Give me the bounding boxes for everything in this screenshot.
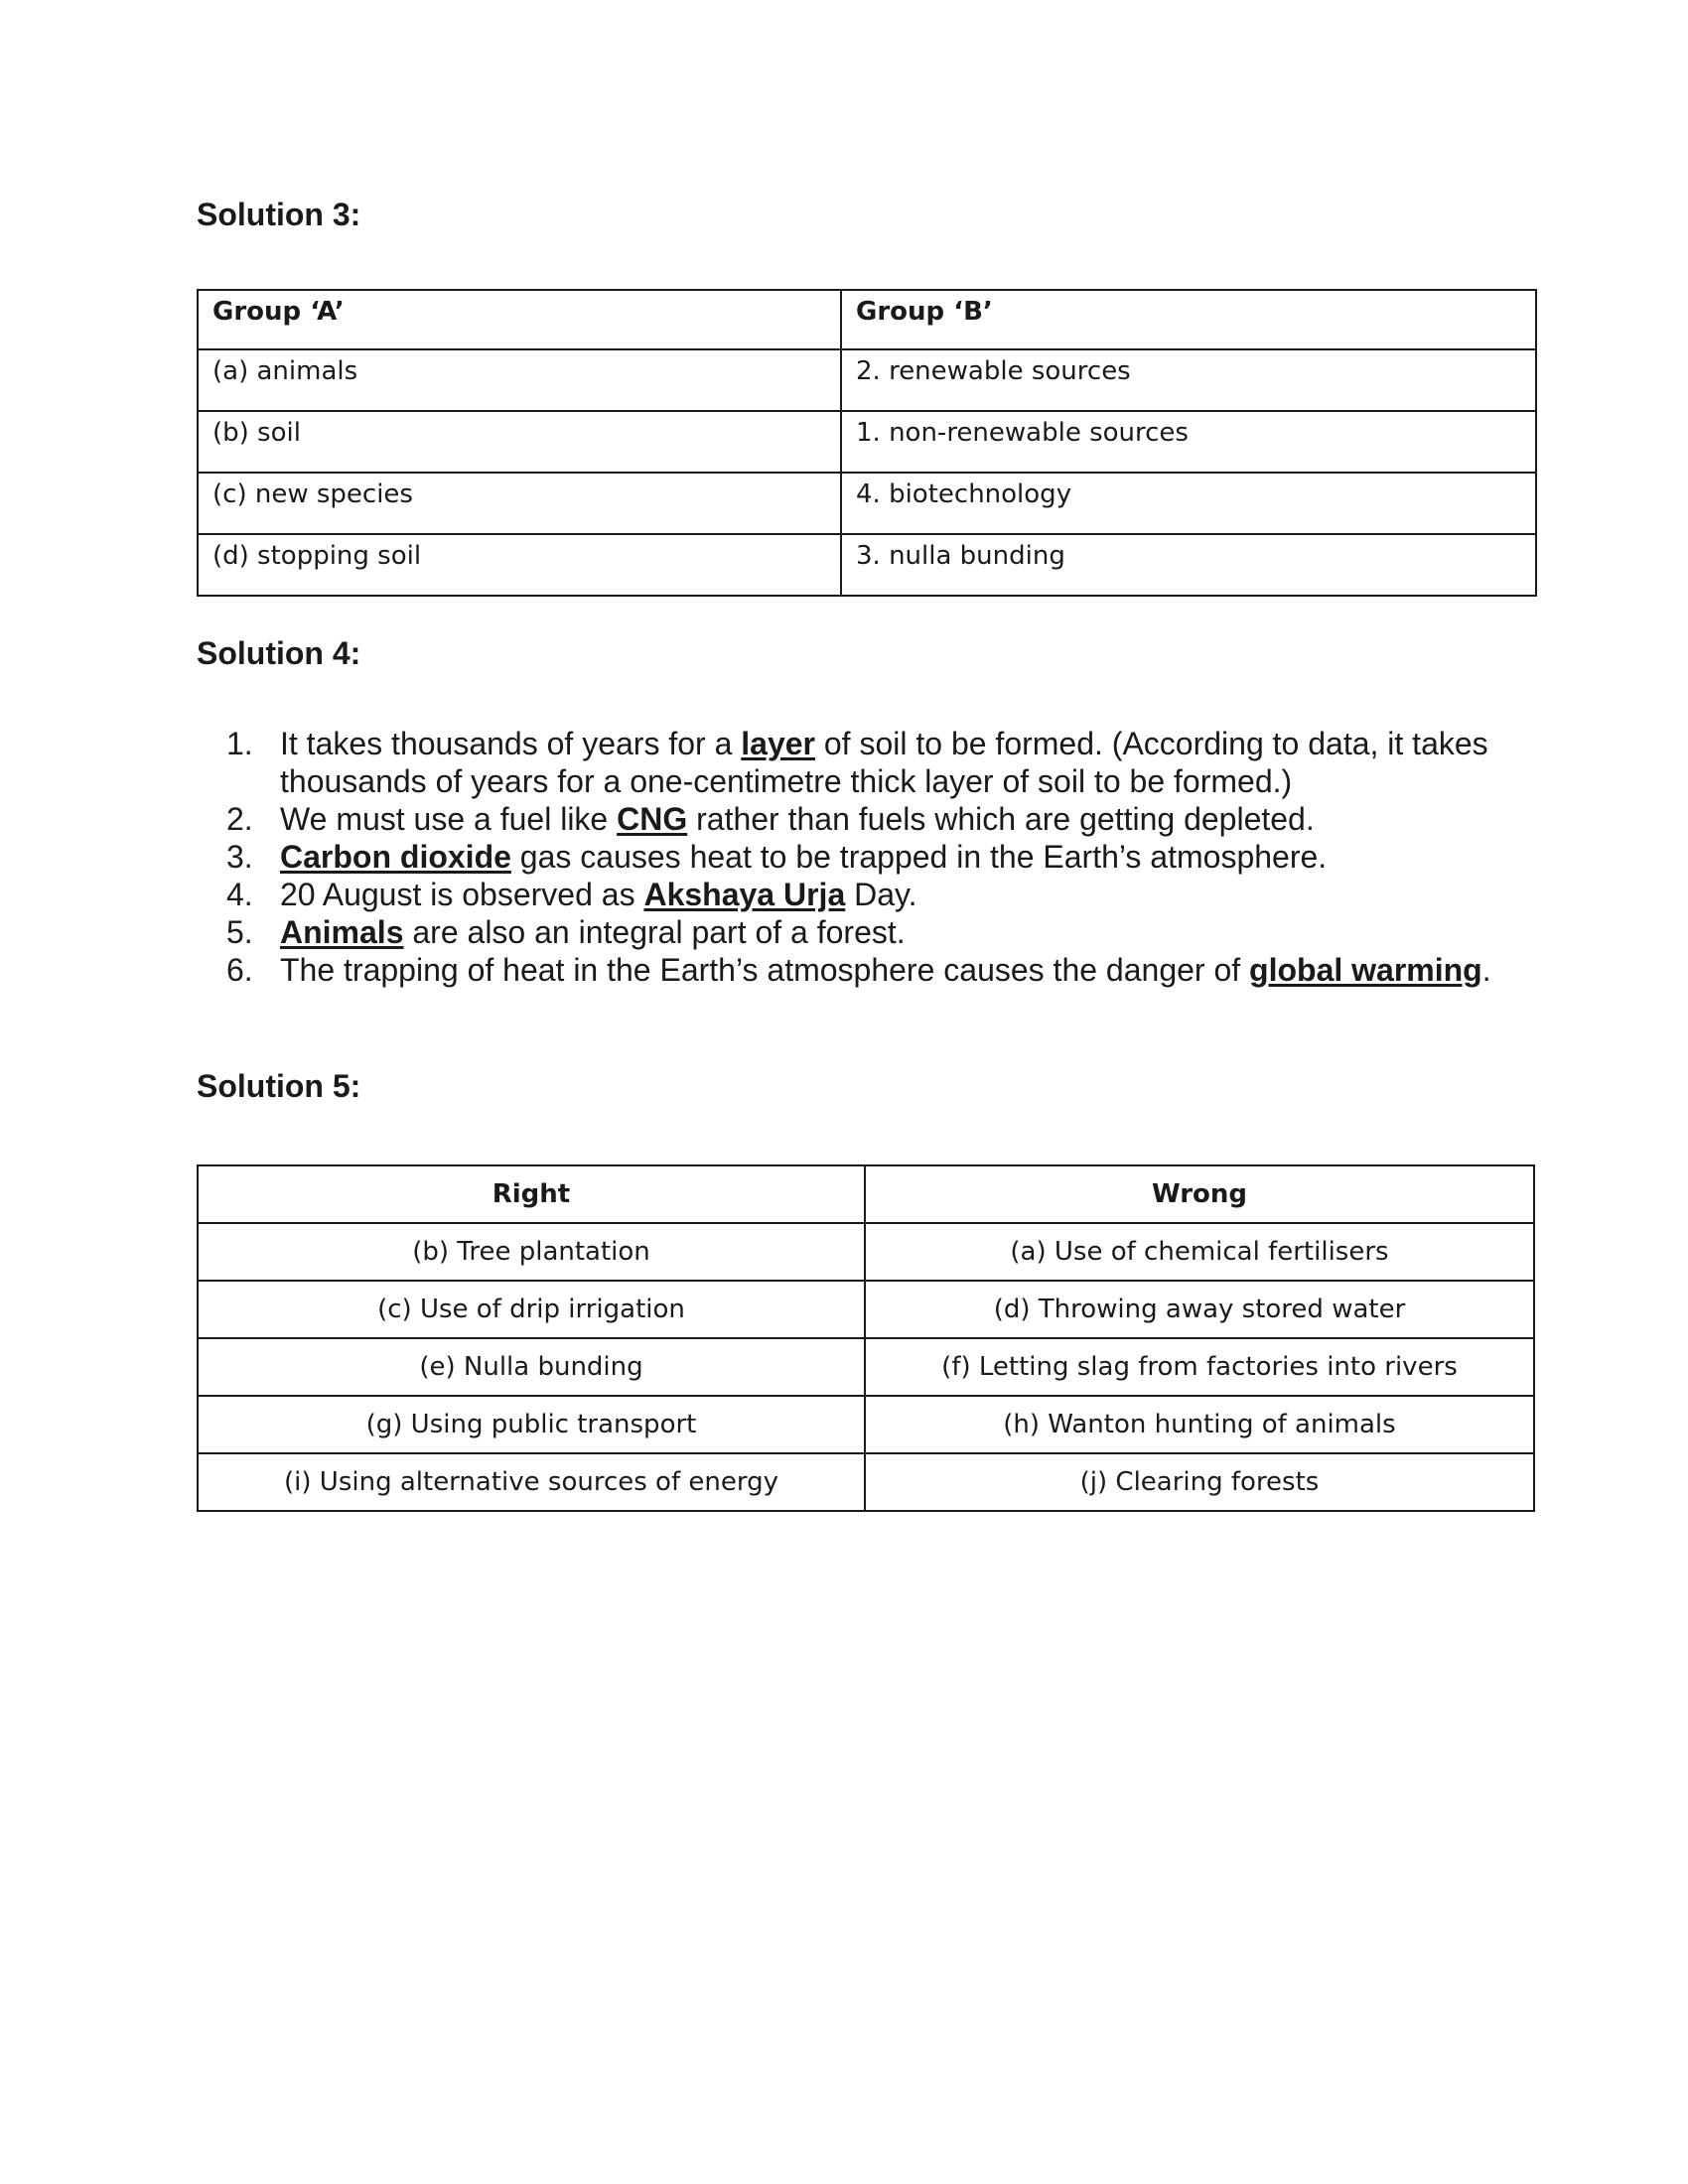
table-header-row (198, 1165, 1534, 1223)
item-number: 4. (226, 877, 253, 912)
list-item (226, 951, 1571, 989)
group-a-header: Group ‘A’ (198, 290, 841, 349)
item-text: The trapping of heat in the Earth’s atmosphere causes the danger of (280, 952, 1250, 988)
solution-3-table (197, 289, 1537, 597)
table-cell: (d) Throwing away stored water (865, 1281, 1534, 1338)
list-item (226, 725, 1571, 800)
answer-text: CNG (617, 801, 688, 837)
item-number: 1. (226, 726, 253, 761)
table-cell: 4. biotechnology (841, 473, 1536, 534)
item-text: We must use a fuel like (280, 801, 618, 837)
solution-3-heading: Solution 3: (197, 197, 361, 232)
solution-4-list (197, 725, 1571, 989)
solution-5-table (197, 1164, 1535, 1512)
wrong-header: Wrong (865, 1165, 1534, 1223)
group-b-header: Group ‘B’ (841, 290, 1536, 349)
table-cell: (e) Nulla bunding (198, 1338, 865, 1396)
table-row (198, 1396, 1534, 1453)
solution-4-heading: Solution 4: (197, 635, 361, 671)
item-text: Day. (845, 877, 917, 912)
table-cell: (d) stopping soil (198, 534, 841, 596)
list-item (226, 876, 1571, 913)
table-cell: (a) Use of chemical fertilisers (865, 1223, 1534, 1281)
item-text: gas causes heat to be trapped in the Earth’s atmosphere. (510, 839, 1328, 875)
list-item (226, 800, 1571, 838)
table-cell: (c) new species (198, 473, 841, 534)
table-header-row (198, 290, 1536, 349)
item-text: It takes thousands of years for a (280, 726, 742, 761)
item-text: of soil to be formed. (According to data, it takes thousands of years for a one-centimetre thick layer of soil to be formed.) (280, 726, 1488, 799)
list-item (226, 838, 1571, 876)
table-row (198, 349, 1536, 411)
table-row (198, 1281, 1534, 1338)
answer-text: Carbon dioxide (280, 839, 511, 875)
item-number: 2. (226, 801, 253, 837)
table-cell: (j) Clearing forests (865, 1453, 1534, 1511)
table-row (198, 1453, 1534, 1511)
answer-text: Animals (280, 914, 404, 950)
item-text: . (1481, 952, 1491, 988)
item-number: 5. (226, 914, 253, 950)
solution-5-heading: Solution 5: (197, 1068, 361, 1104)
answer-text: layer (741, 726, 815, 761)
right-header: Right (198, 1165, 865, 1223)
table-cell: 3. nulla bunding (841, 534, 1536, 596)
table-cell: (h) Wanton hunting of animals (865, 1396, 1534, 1453)
item-text: rather than fuels which are getting depleted. (687, 801, 1315, 837)
table-cell: (g) Using public transport (198, 1396, 865, 1453)
table-cell: (c) Use of drip irrigation (198, 1281, 865, 1338)
answer-text: Akshaya Urja (643, 877, 846, 912)
list-item (226, 913, 1571, 951)
table-cell: (i) Using alternative sources of energy (198, 1453, 865, 1511)
table-cell: (a) animals (198, 349, 841, 411)
table-row (198, 411, 1536, 473)
answer-text: global warming (1249, 952, 1482, 988)
table-cell: (f) Letting slag from factories into rivers (865, 1338, 1534, 1396)
table-cell: (b) Tree plantation (198, 1223, 865, 1281)
table-row (198, 534, 1536, 596)
table-cell: 2. renewable sources (841, 349, 1536, 411)
item-number: 6. (226, 952, 253, 988)
item-text: are also an integral part of a forest. (403, 914, 906, 950)
item-text: 20 August is observed as (280, 877, 644, 912)
table-row (198, 1338, 1534, 1396)
table-row (198, 473, 1536, 534)
item-number: 3. (226, 839, 253, 875)
table-cell: 1. non-renewable sources (841, 411, 1536, 473)
table-row (198, 1223, 1534, 1281)
table-cell: (b) soil (198, 411, 841, 473)
